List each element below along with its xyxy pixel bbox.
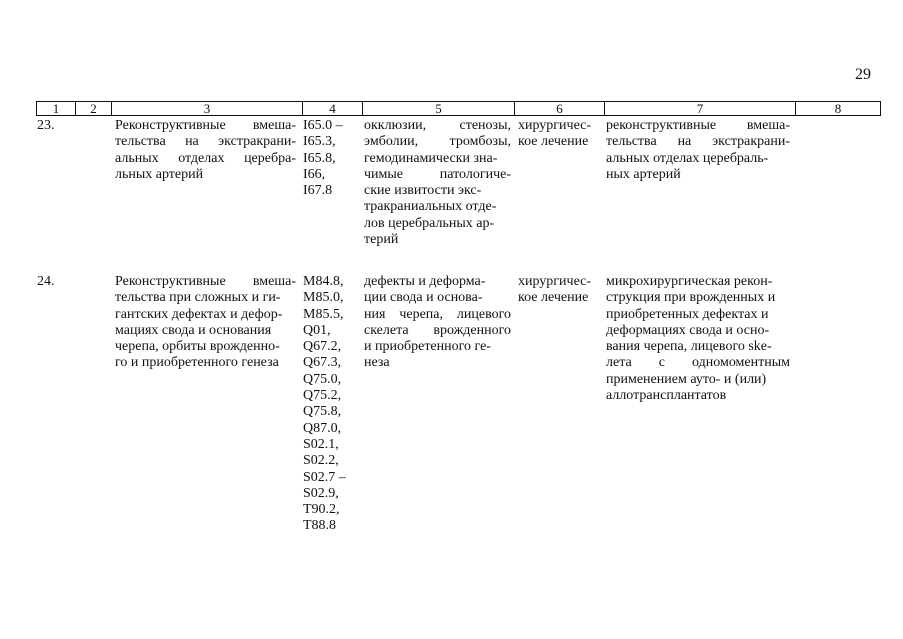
row-24-intervention-group: [115, 274, 296, 372]
header-col-5: 5: [362, 102, 514, 115]
text-line: гантских дефектах и дефор-: [115, 306, 283, 322]
text-line: мациях свода и основания: [115, 322, 272, 338]
row-24-patient-model: [364, 274, 511, 372]
header-col-3: 3: [111, 102, 302, 115]
row-23-treatment-type: хирургичес- кое лечение: [518, 118, 592, 150]
row-23-treatment-method: [606, 118, 790, 183]
text-line: ские извитости экс-: [364, 183, 482, 199]
row-23-icd-codes: I65.0 – I65.3, I65.8, I66, I67.8: [303, 118, 343, 199]
text-line: и приобретенного ге-: [364, 339, 491, 355]
text-line: аллотрансплантатов: [606, 388, 727, 404]
row-24-icd-codes: M84.8, M85.0, M85.5, Q01, Q67.2, Q67.3, Q75.0, Q75.2, Q75.8, Q87.0, S02.1, S02.2, S02.7 – S02.9, T90.2, T88.8: [303, 274, 346, 534]
row-24-number: 24.: [37, 274, 55, 289]
text-line: тельства на экстракрани-: [115, 134, 296, 150]
header-col-6: 6: [514, 102, 604, 115]
text-line: Реконструктивные вмеша-: [115, 118, 296, 133]
text-line: реконструктивные вмеша-: [606, 118, 790, 133]
text-line: применением ауто- и (или): [606, 371, 767, 387]
text-line: альных отделах церебраль-: [606, 150, 769, 166]
text-line: гемодинамически зна-: [364, 150, 498, 166]
text-line: приобретенных дефектах и: [606, 306, 769, 322]
table-header-row: [36, 101, 881, 116]
text-line: чимые патологиче-: [364, 166, 511, 182]
text-line: тракраниальных отде-: [364, 199, 497, 215]
header-col-7: 7: [604, 102, 795, 115]
row-23-patient-model: [364, 118, 511, 248]
text-line: вания черепа, лицевого ske-: [606, 339, 772, 355]
text-line: альных отделах церебра-: [115, 150, 296, 166]
header-col-4: 4: [302, 102, 362, 115]
text-line: струкция при врожденных и: [606, 290, 776, 306]
text-line: микрохирургическая рекон-: [606, 274, 773, 289]
row-24-treatment-method: [606, 274, 790, 404]
row-24-treatment-type: хирургичес- кое лечение: [518, 274, 592, 306]
page-number: 29: [855, 66, 871, 83]
text-line: ния черепа, лицевого: [364, 306, 511, 322]
text-line: окклюзии, стенозы,: [364, 118, 511, 133]
text-line: неза: [364, 355, 390, 371]
text-line: Реконструктивные вмеша-: [115, 274, 296, 289]
text-line: ции свода и основа-: [364, 290, 483, 306]
text-line: тельства на экстракрани-: [606, 134, 790, 150]
header-col-2: 2: [75, 102, 111, 115]
text-line: лета с одномоментным: [606, 355, 790, 371]
text-line: скелета врожденного: [364, 322, 511, 338]
text-line: ных артерий: [606, 166, 681, 182]
text-line: льных артерий: [115, 166, 204, 182]
text-line: черепа, орбиты врожденно-: [115, 339, 280, 355]
text-line: дефекты и деформа-: [364, 274, 486, 289]
text-line: лов церебральных ар-: [364, 215, 495, 231]
row-23-number: 23.: [37, 118, 55, 133]
text-line: деформациях свода и осно-: [606, 322, 770, 338]
text-line: эмболии, тромбозы,: [364, 134, 511, 150]
row-23-intervention-group: [115, 118, 296, 183]
text-line: терий: [364, 232, 399, 248]
header-col-1: 1: [52, 101, 60, 116]
text-line: тельства при сложных и ги-: [115, 290, 281, 306]
header-col-8: 8: [795, 102, 880, 115]
text-line: го и приобретенного генеза: [115, 355, 279, 371]
